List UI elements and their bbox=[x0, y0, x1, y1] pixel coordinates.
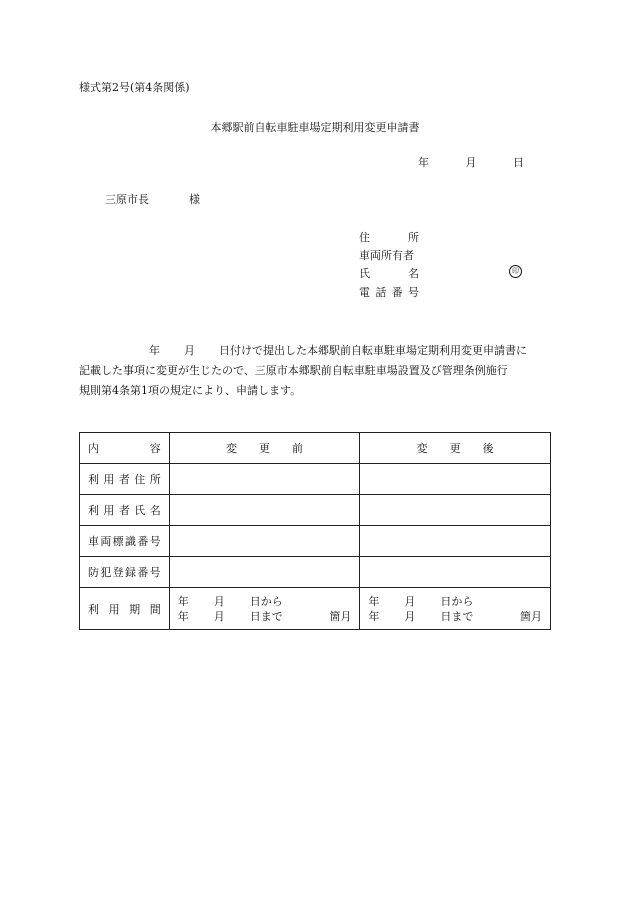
applicant-name-label bbox=[359, 267, 419, 281]
period-to-line bbox=[178, 609, 352, 624]
char: 箇月 bbox=[329, 609, 352, 623]
char: 名 bbox=[408, 267, 419, 280]
before-value-cell[interactable] bbox=[169, 526, 360, 557]
form-number-label: 様式第2号(第4条関係) bbox=[79, 81, 190, 94]
char: 更 bbox=[449, 442, 461, 455]
body-line-2: 記載した事項に変更が生じたので、三原市本郷駅前自転車駐車場設置及び管理条例施行 bbox=[79, 364, 508, 377]
after-period-cell[interactable] bbox=[360, 588, 551, 630]
char: 氏 bbox=[134, 504, 146, 517]
table-row bbox=[80, 495, 551, 526]
table-header-row bbox=[80, 433, 551, 464]
body-year-unit: 年 bbox=[149, 344, 160, 357]
char: 犯 bbox=[100, 566, 112, 579]
char: 番 bbox=[391, 286, 403, 299]
char: 車 bbox=[88, 535, 99, 548]
char: 住 bbox=[134, 473, 146, 486]
char: 氏 bbox=[359, 267, 370, 280]
after-value-cell[interactable] bbox=[360, 495, 551, 526]
char: 名 bbox=[149, 504, 161, 517]
after-value-cell[interactable] bbox=[360, 557, 551, 588]
period-to-line bbox=[368, 609, 542, 624]
char: 者 bbox=[118, 473, 130, 486]
char: 住 bbox=[359, 231, 370, 244]
char: 前 bbox=[292, 442, 304, 455]
vehicle-owner-label: 車両所有者 bbox=[359, 249, 414, 262]
char: 容 bbox=[149, 442, 161, 455]
char: 月 bbox=[213, 609, 225, 623]
addressee-name: 三原市長 bbox=[105, 193, 149, 206]
char: 期 bbox=[129, 602, 141, 616]
row-label-vehicle-tag-number bbox=[80, 526, 170, 557]
char: 者 bbox=[118, 504, 130, 517]
char: 箇月 bbox=[520, 609, 542, 623]
body-line-1-text: 日付けで提出した本郷駅前自転車駐車場定期利用変更申請書に bbox=[219, 344, 527, 357]
header-after-cell bbox=[360, 433, 551, 464]
char: 月 bbox=[404, 594, 416, 608]
char: 号 bbox=[149, 566, 161, 579]
row-label-usage-period bbox=[80, 588, 170, 630]
char: 日から bbox=[249, 594, 283, 608]
char: 標 bbox=[112, 535, 124, 548]
header-content-cell bbox=[80, 433, 170, 464]
addressee-honorific: 様 bbox=[189, 193, 200, 206]
row-label-user-name bbox=[80, 495, 170, 526]
document-title: 本郷駅前自転車駐車場定期利用変更申請書 bbox=[210, 121, 420, 134]
char: 年 bbox=[368, 609, 380, 623]
char: 用 bbox=[103, 504, 115, 517]
application-body-text bbox=[79, 341, 551, 401]
body-line-3: 規則第4条第1項の規定により、申請します。 bbox=[79, 384, 302, 397]
char: 年 bbox=[177, 594, 189, 608]
char: 所 bbox=[149, 473, 161, 486]
char: 利 bbox=[88, 504, 99, 517]
char: 所 bbox=[408, 231, 419, 244]
char: 識 bbox=[124, 535, 136, 548]
date-year-unit: 年 bbox=[418, 156, 429, 169]
char: 利 bbox=[88, 473, 99, 486]
char: 後 bbox=[482, 442, 494, 455]
row-label-user-address bbox=[80, 464, 170, 495]
char: 年 bbox=[368, 594, 380, 608]
body-line-1 bbox=[79, 341, 551, 361]
char: 更 bbox=[259, 442, 271, 455]
header-before-cell bbox=[169, 433, 360, 464]
table-row bbox=[80, 557, 551, 588]
char: 月 bbox=[213, 594, 225, 608]
seal-mark: 印 bbox=[509, 265, 522, 278]
char: 両 bbox=[100, 535, 112, 548]
char: 用 bbox=[103, 473, 115, 486]
period-from-line bbox=[368, 594, 542, 609]
after-value-cell[interactable] bbox=[360, 526, 551, 557]
body-month-unit: 月 bbox=[184, 344, 195, 357]
char: 内 bbox=[88, 442, 99, 455]
char: 変 bbox=[226, 442, 238, 455]
date-month-unit: 月 bbox=[465, 156, 477, 169]
char: 登 bbox=[112, 566, 124, 579]
applicant-phone-label bbox=[359, 286, 419, 300]
date-line bbox=[418, 156, 524, 170]
char: 電 bbox=[359, 286, 370, 299]
char: 利 bbox=[88, 602, 99, 616]
row-label-crime-prevention-number bbox=[80, 557, 170, 588]
char: 日まで bbox=[440, 609, 474, 623]
char: 日まで bbox=[249, 609, 283, 623]
char: 番 bbox=[137, 535, 149, 548]
after-value-cell[interactable] bbox=[360, 464, 551, 495]
char: 号 bbox=[149, 535, 161, 548]
char: 間 bbox=[149, 602, 161, 616]
char: 用 bbox=[108, 602, 120, 616]
table-row bbox=[80, 526, 551, 557]
period-from-line bbox=[178, 594, 352, 609]
before-period-cell[interactable] bbox=[169, 588, 360, 630]
applicant-address-label bbox=[359, 231, 419, 245]
before-value-cell[interactable] bbox=[169, 464, 360, 495]
change-details-table bbox=[79, 432, 551, 630]
before-value-cell[interactable] bbox=[169, 557, 360, 588]
char: 日から bbox=[440, 594, 474, 608]
char: 年 bbox=[177, 609, 189, 623]
char: 話 bbox=[375, 286, 387, 299]
char: 録 bbox=[124, 566, 136, 579]
table-row-usage-period bbox=[80, 588, 551, 630]
char: 変 bbox=[416, 442, 428, 455]
before-value-cell[interactable] bbox=[169, 495, 360, 526]
date-day-unit: 日 bbox=[513, 156, 524, 169]
char: 号 bbox=[407, 286, 419, 299]
addressee-line bbox=[105, 193, 200, 207]
char: 番 bbox=[137, 566, 149, 579]
char: 月 bbox=[404, 609, 416, 623]
table-row bbox=[80, 464, 551, 495]
char: 防 bbox=[88, 566, 99, 579]
